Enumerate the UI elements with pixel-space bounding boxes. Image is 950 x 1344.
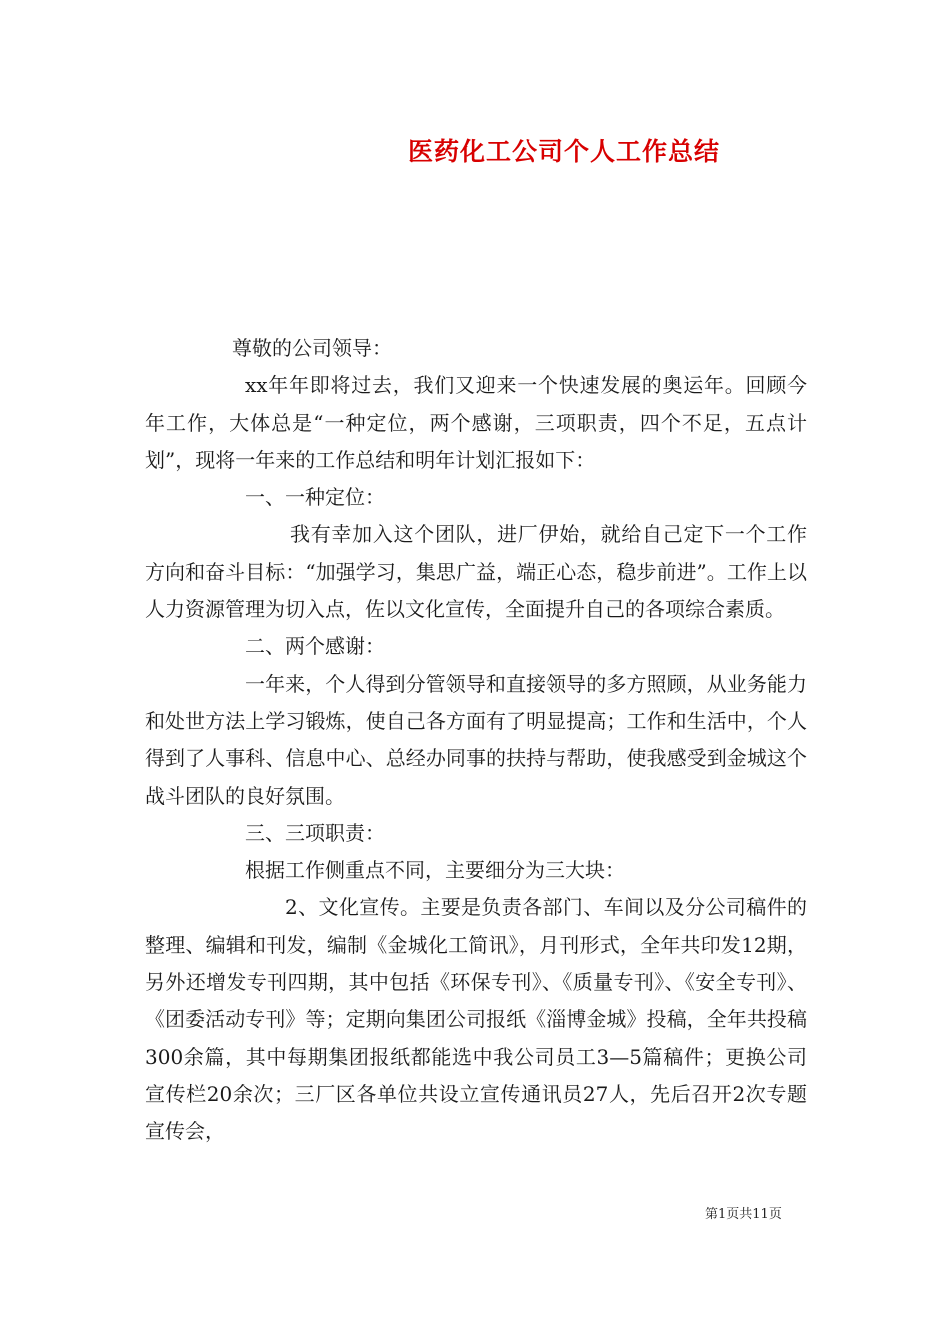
section-3-item-2: 2、文化宣传。主要是负责各部门、车间以及分公司稿件的整理、编辑和刊发，编制《金城化工简讯》，月刊形式，全年共印发12期，另外还增发专刊四期，其中包括《环保专刊》、《质量专刊》、《安全专刊》、《团委活动专刊》等；定期向集团公司报纸《淄博金城》投稿，全年共投稿300余篇，其中每期集团报纸都能选中我公司员工3—5篇稿件；更换公司宣传栏20余次；三厂区各单位共设立宣传通讯员27人，先后召开2次专题宣传会，: [145, 895, 807, 1144]
document-title: 医药化工公司个人工作总结: [407, 137, 720, 166]
section-heading-1: 一、一种定位：: [245, 485, 385, 510]
page-number: 第1页共11页: [705, 1207, 782, 1222]
section-2-paragraph: 一年来，个人得到分管领导和直接领导的多方照顾，从业务能力和处世方法上学习锻炼，使自己各方面有了明显提高；工作和生活中，个人得到了人事科、信息中心、总经办同事的扶持与帮助，使我感受到金城这个战斗团队的良好氛围。: [145, 671, 807, 808]
section-3-intro: 根据工作侧重点不同，主要细分为三大块：: [245, 858, 625, 883]
section-heading-3: 三、三项职责：: [245, 820, 385, 845]
document-body: [145, 330, 807, 1151]
intro-paragraph: xx年年即将过去，我们又迎来一个快速发展的奥运年。回顾今年工作，大体总是“一种定位，两个感谢，三项职责，四个不足，五点计划”，现将一年来的工作总结和明年计划汇报如下：: [145, 373, 807, 472]
salutation: 尊敬的公司领导：: [232, 336, 392, 360]
section-heading-2: 二、两个感谢：: [245, 634, 385, 659]
section-1-paragraph: 我有幸加入这个团队，进厂伊始，就给自己定下一个工作方向和奋斗目标：“加强学习，集思广益，端正心态，稳步前进”。工作上以人力资源管理为切入点，佐以文化宣传，全面提升自己的各项综合素质。: [145, 522, 807, 622]
